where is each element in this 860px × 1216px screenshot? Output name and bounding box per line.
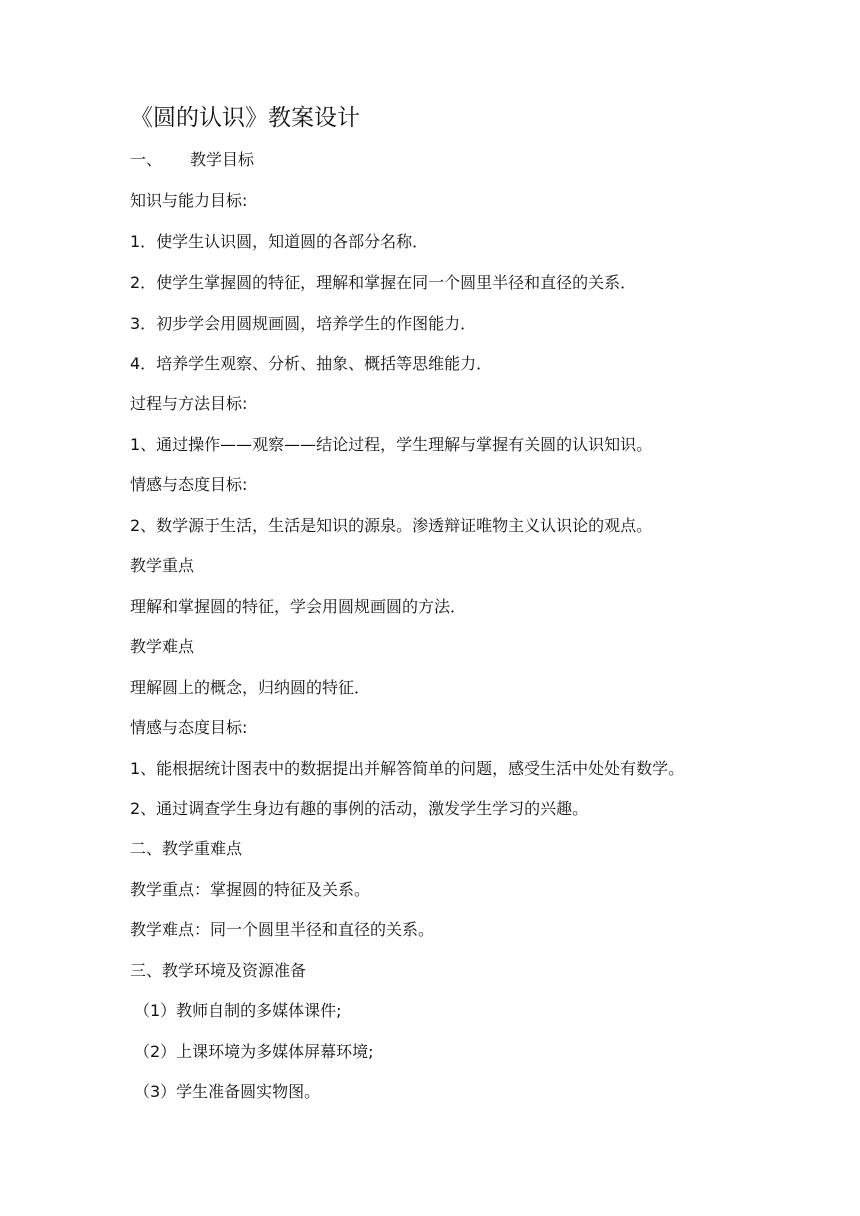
subheading-attitude-goals-2: 情感与态度目标: <box>130 718 248 737</box>
paragraph-attitude-goal-a: 1、能根据统计图表中的数据提出并解答简单的问题，感受生活中处处有数学。 <box>130 759 685 778</box>
list-item-goal-3: 3．初步学会用圆规画圆，培养学生的作图能力． <box>130 314 477 333</box>
subheading-teaching-difficulty: 教学难点 <box>130 637 195 656</box>
paragraph-difficult-point: 教学难点：同一个圆里半径和直径的关系。 <box>130 920 435 939</box>
list-item-goal-2: 2．使学生掌握圆的特征，理解和掌握在同一个圆里半径和直径的关系． <box>130 273 637 292</box>
subheading-knowledge-goals: 知识与能力目标: <box>130 191 248 210</box>
section-heading-text: 教学目标 <box>190 150 255 169</box>
list-item-resource-1: （1）教师自制的多媒体课件; <box>134 1001 342 1020</box>
paragraph-key-point: 教学重点：掌握圆的特征及关系。 <box>130 880 371 899</box>
paragraph-attitude-goal-2: 2、数学源于生活，生活是知识的源泉。渗透辩证唯物主义认识论的观点。 <box>130 516 653 535</box>
section-heading-environment-resources: 三、教学环境及资源准备 <box>130 961 307 980</box>
subheading-attitude-goals: 情感与态度目标: <box>130 475 248 494</box>
section-heading-key-difficult-points: 二、教学重难点 <box>130 839 243 858</box>
paragraph-teaching-focus: 理解和掌握圆的特征，学会用圆规画圆的方法． <box>130 597 467 616</box>
subheading-teaching-focus: 教学重点 <box>130 556 195 575</box>
list-item-goal-1: 1．使学生认识圆，知道圆的各部分名称． <box>130 232 429 251</box>
paragraph-process-goal-1: 1、通过操作——观察——结论过程，学生理解与掌握有关圆的认识知识。 <box>130 435 653 454</box>
section-number: 一、 <box>130 150 163 169</box>
document-title: 《圆的认识》教案设计 <box>130 105 360 131</box>
paragraph-attitude-goal-b: 2、通过调查学生身边有趣的事例的活动，激发学生学习的兴趣。 <box>130 799 589 818</box>
section-heading-teaching-goals <box>130 149 254 171</box>
list-item-goal-4: 4．培养学生观察、分析、抽象、概括等思维能力． <box>130 354 493 373</box>
list-item-resource-2: （2）上课环境为多媒体屏幕环境; <box>134 1042 374 1061</box>
subheading-process-goals: 过程与方法目标: <box>130 394 248 413</box>
list-item-resource-3: （3）学生准备圆实物图。 <box>134 1082 321 1101</box>
paragraph-teaching-difficulty: 理解圆上的概念，归纳圆的特征． <box>130 678 371 697</box>
